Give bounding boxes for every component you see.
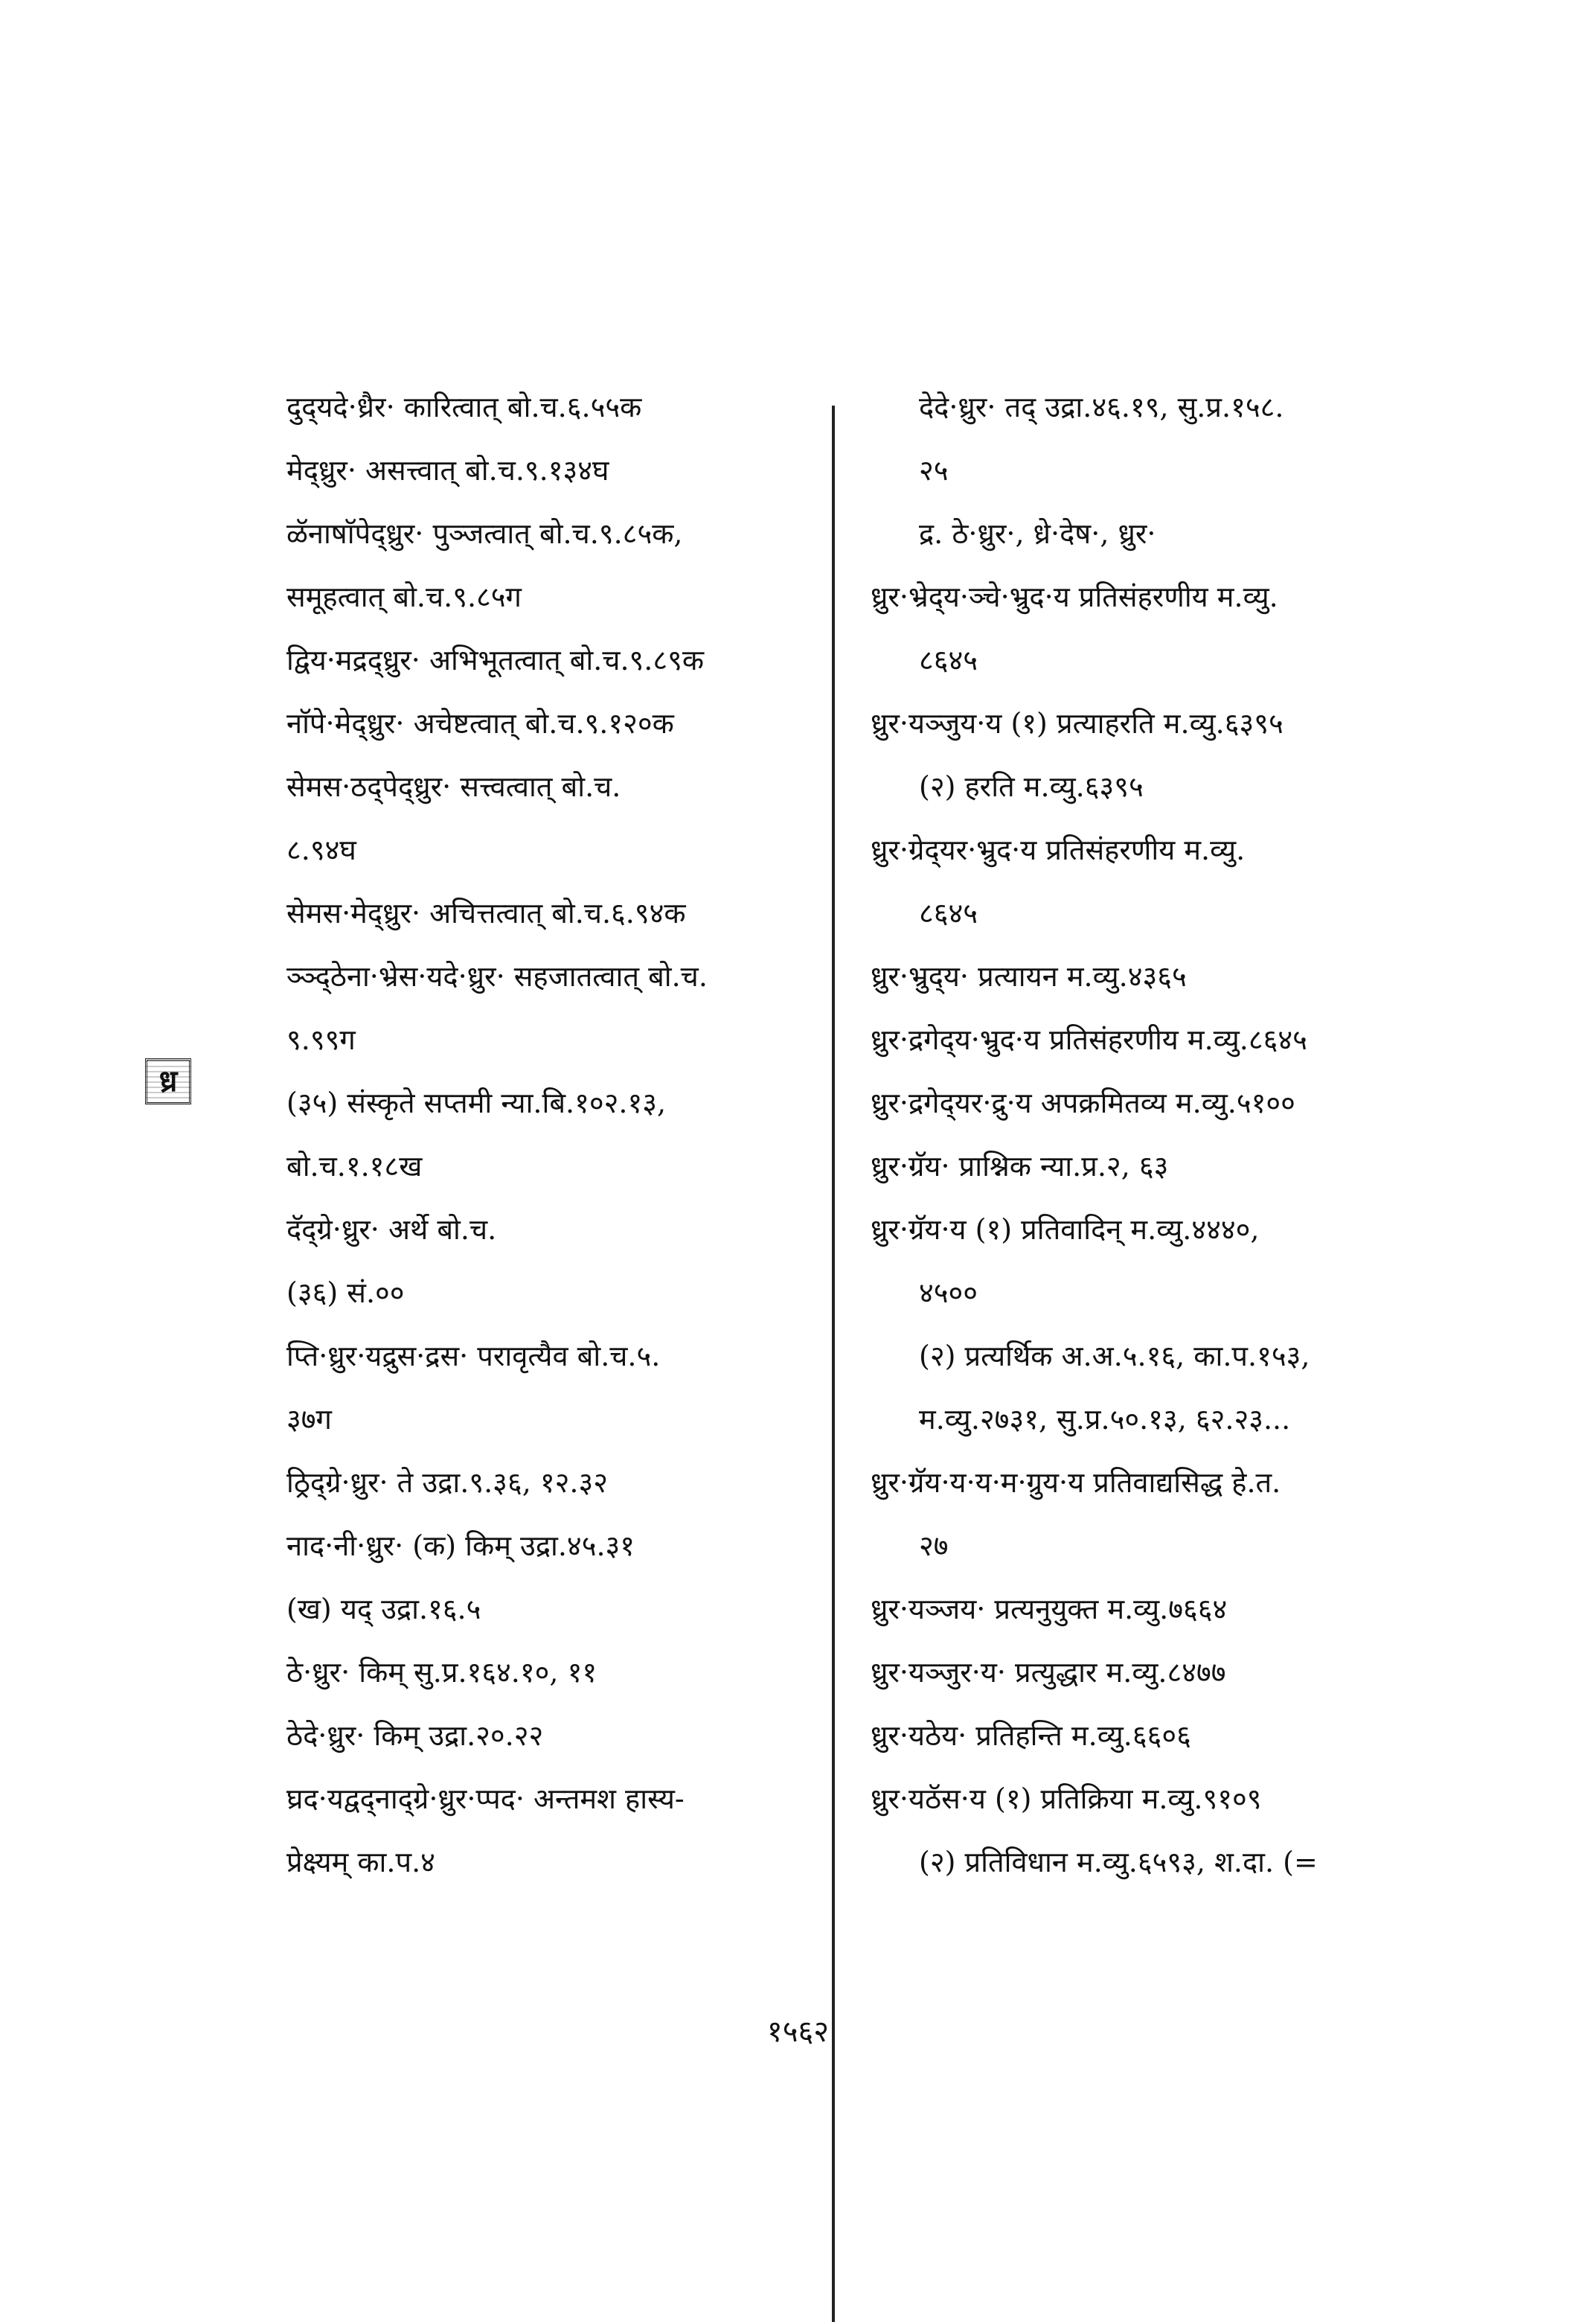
entry-line: नाद·नी·ध्रुर· (क) किम् उद्रा.४५.३१ [286, 1529, 635, 1562]
entry-line: ध्रुर·यञ्जुर·य· प्रत्युद्धार म.व्यु.८४७७ [871, 1656, 1226, 1689]
entry-line: ध्रुर·भ्रेद्‌य·ञ्चे·भ्रुद·य प्रतिसंहरणीय म.व्यु. [871, 580, 1278, 613]
entry-line: २५ [919, 454, 949, 487]
section-marker: ध्र [145, 1058, 191, 1104]
entry-line: सेमस·मेद्‌ध्रुर· अचित्तत्वात् बो.च.६.९४क [286, 897, 686, 930]
entry-line: ध्रुर·भ्रुद्‌य· प्रत्यायन म.व्यु.४३६५ [871, 960, 1187, 993]
entry-line: ४५०० [919, 1276, 978, 1309]
entry-line: ठेदे·ध्रुर· किम् उद्रा.२०.२२ [286, 1719, 544, 1752]
entry-line: ध्रुर·यञ्जय· प्रत्यनुयुक्त म.व्यु.७६६४ [871, 1593, 1228, 1625]
entry-line: द्विय·मद्रद्‌ध्रुर· अभिभूतत्वात् बो.च.९.८९क [286, 644, 705, 677]
entry-line: बो.च.१.१८ख [286, 1150, 423, 1183]
entry-line: (ख) यद् उद्रा.१६.५ [286, 1593, 481, 1625]
entry-line: देदे·ध्रुर· तद् उद्रा.४६.१९, सु.प्र.१५८. [919, 391, 1284, 423]
entry-line: ध्रुर·यञ्जुय·य (१) प्रत्याहरति म.व्यु.६३९५ [871, 707, 1283, 740]
entry-line: दुद्‌यदे·ध्रैर· कारित्वात् बो.च.६.५५क [286, 391, 642, 423]
entry-line: दॅद्‌ग्रे·ध्रुर· अर्थे बो.च. [286, 1213, 497, 1246]
entry-line: (३५) संस्कृते सप्तमी न्या.बि.१०२.१३, [286, 1087, 667, 1119]
right-column [871, 376, 1458, 1894]
entry-line: २७ [919, 1529, 949, 1562]
entry-line: घ्रद·यद्वद्‌नाद्‌ग्रे·ध्रुर·प्पद· अन्तमश हास्य- [286, 1782, 685, 1815]
page-number: १५६२ [766, 2015, 830, 2049]
entry-line: ध्रुर·ग्रॅय·य (१) प्रतिवादिन् म.व्यु.४४४०, [871, 1213, 1260, 1246]
entry-line: प्ति·ध्रुर·यद्रुस·द्रस· परावृत्यैव बो.च.५. [286, 1340, 661, 1372]
entry-line: ९.९९ग [286, 1023, 356, 1056]
entry-line: द्र. ठे·ध्रुर·, ध्रे·देष·, ध्रुर· [919, 517, 1156, 550]
entry-line: ध्रुर·ग्रॅय· प्राश्निक न्या.प्र.२, ६३ [871, 1150, 1169, 1183]
entry-line: ध्रुर·यठेय· प्रतिहन्ति म.व्यु.६६०६ [871, 1719, 1191, 1752]
entry-line: म.व्यु.२७३१, सु.प्र.५०.१३, ६२.२३... [919, 1403, 1291, 1436]
entry-line: (२) प्रत्यर्थिक अ.अ.५.१६, का.प.१५३, [919, 1340, 1310, 1372]
entry-line: ३७ग [286, 1403, 332, 1436]
entry-line: ञ्ञ्द्‌ठेना·भ्रेस·यदे·ध्रुर· सहजातत्वात् बो.च. [286, 960, 708, 993]
entry-line: समूहत्वात् बो.च.९.८५ग [286, 580, 522, 613]
entry-line: सेमस·ठद्‌पेद्‌ध्रुर· सत्त्वत्वात् बो.च. [286, 770, 621, 803]
left-column [286, 376, 822, 1894]
entry-line: ८.९४घ [286, 834, 356, 866]
entry-line: ळॅनाषाॅपेद्‌ध्रुर· पुञ्जत्वात् बो.च.९.८५क, [286, 517, 683, 550]
entry-line: (२) प्रतिविधान म.व्यु.६५९३, श.दा. (= [919, 1846, 1318, 1878]
entry-line: ध्रुर·द्रगेद्‌य·भ्रुद·य प्रतिसंहरणीय म.व्यु.८६४५ [871, 1023, 1307, 1056]
entry-line: ध्रुर·ग्रॅय·य·य·म·ग्रुय·य प्रतिवाद्यसिद्ध हे.त. [871, 1466, 1281, 1499]
entry-line: ध्रुर·द्रगेद्‌यर·द्रु·य अपक्रमितव्य म.व्यु.५१०० [871, 1087, 1295, 1119]
entry-line: (२) हरति म.व्यु.६३९५ [919, 770, 1144, 803]
entry-line: प्रेक्ष्यम् का.प.४ [286, 1846, 435, 1878]
entry-line: ध्रुर·यठॅस·य (१) प्रतिक्रिया म.व्यु.९१०९ [871, 1782, 1262, 1815]
entry-line: ठे·ध्रुर· किम् सु.प्र.१६४.१०, ११ [286, 1656, 597, 1689]
entry-line: मेद्‌ध्रुर· असत्त्वात् बो.च.९.१३४घ [286, 454, 609, 487]
entry-line: नाॅपे·मेद्‌ध्रुर· अचेष्टत्वात् बो.च.९.१२०क [286, 707, 674, 740]
entry-line: ८६४५ [919, 644, 978, 677]
entry-line: ठ्रिद्‌ग्रे·ध्रुर· ते उद्रा.९.३६, १२.३२ [286, 1466, 608, 1499]
entry-line: ध्रुर·ग्रेद्‌यर·भ्रुद·य प्रतिसंहरणीय म.व्यु. [871, 834, 1246, 866]
entry-line: ८६४५ [919, 897, 978, 930]
entry-line: (३६) सं.०० [286, 1276, 405, 1309]
